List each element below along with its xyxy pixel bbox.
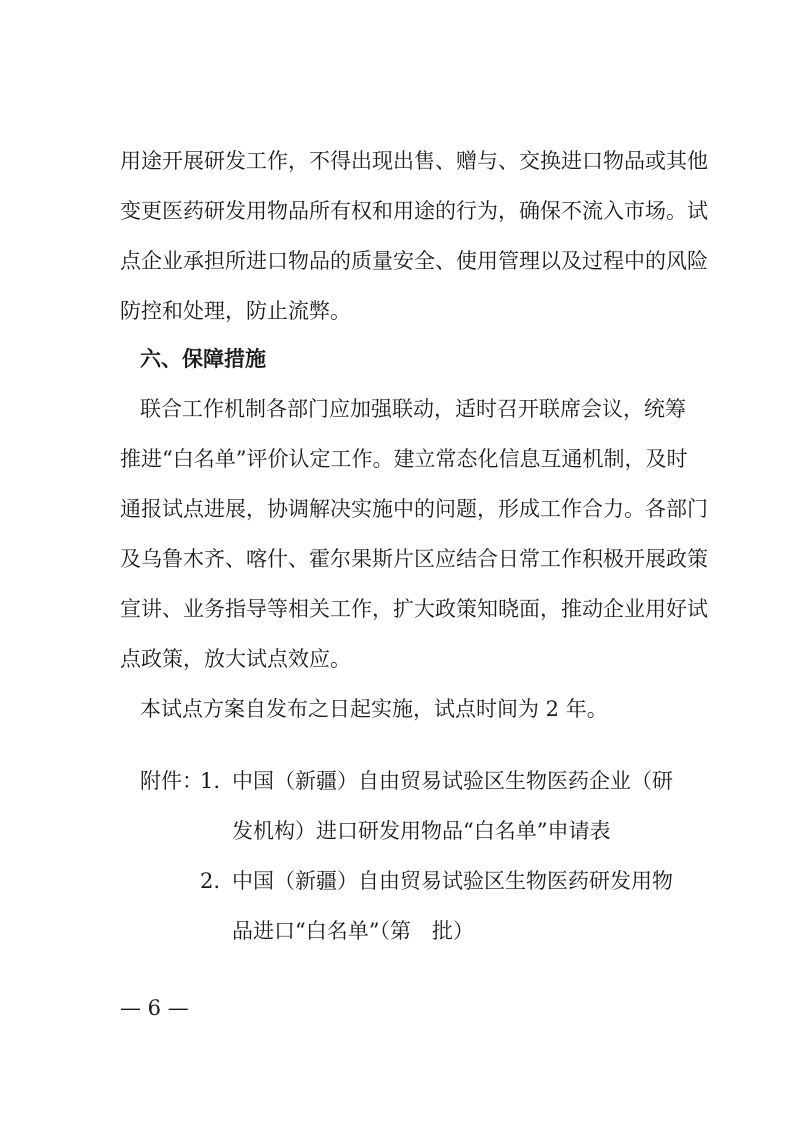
paragraph-2-line-4: 及 乌 鲁 木 齐 、 喀 什 、 霍 尔 果 斯 片 区 应 结 合 日 常 工 作 积 极 开 展 政 策 [120,547,708,571]
paragraph-1-line-4: 防控和处理，防止流弊。 [120,299,351,323]
attachment-1-line-2: 发机构）进口研发用物品“白名单”申请表 [232,819,611,843]
paragraph-2-line-6: 点政策，放大试点效应。 [120,647,351,671]
attachment-2-line-2: 品进口“白名单”（第 批） [232,919,474,943]
paragraph-3: 本试点方案自发布之日起实施，试点时间为 2 年。 [140,697,608,721]
paragraph-1-line-1: 用 途 开 展 研 发 工 作 ， 不 得 出 现 出 售 、 赠 与 、 交 换 进 口 物 品 或 其 他 [120,149,708,173]
section-heading: 六、保障措施 [140,347,266,371]
attachment-1-line-1: 中国（新疆）自由贸易试验区生物医药企业（研 [232,769,673,793]
attachment-1-number: 1. [200,769,221,793]
paragraph-2-line-3: 通 报 试 点 进 展 ， 协 调 解 决 实 施 中 的 问 题 ， 形 成 工 作 合 力 。 各 部 门 [120,497,708,521]
attachment-2-line-1: 中国（新疆）自由贸易试验区生物医药研发用物 [232,869,673,893]
page-number: — 6 — [120,996,189,1020]
paragraph-2-line-2: 推 进 “ 白 名 单 ” 评 价 认 定 工 作 。 建 立 常 态 化 信 息 互 通 机 制 ， 及 时 [120,447,688,471]
paragraph-2-line-5: 宣 讲 、 业 务 指 导 等 相 关 工 作 ， 扩 大 政 策 知 晓 面 ， 推 动 企 业 用 好 试 [120,597,708,621]
attachment-2-number: 2. [200,869,221,893]
paragraph-1-line-2: 变 更 医 药 研 发 用 物 品 所 有 权 和 用 途 的 行 为 ， 确 保 不 流 入 市 场 。 试 [120,199,708,223]
paragraph-2-line-1: 联 合 工 作 机 制 各 部 门 应 加 强 联 动 ， 适 时 召 开 联 席 会 议 ， 统 筹 [140,397,686,421]
attachments-label: 附件： [140,769,203,793]
paragraph-1-line-3: 点 企 业 承 担 所 进 口 物 品 的 质 量 安 全 、 使 用 管 理 以 及 过 程 中 的 风 险 [120,249,708,273]
